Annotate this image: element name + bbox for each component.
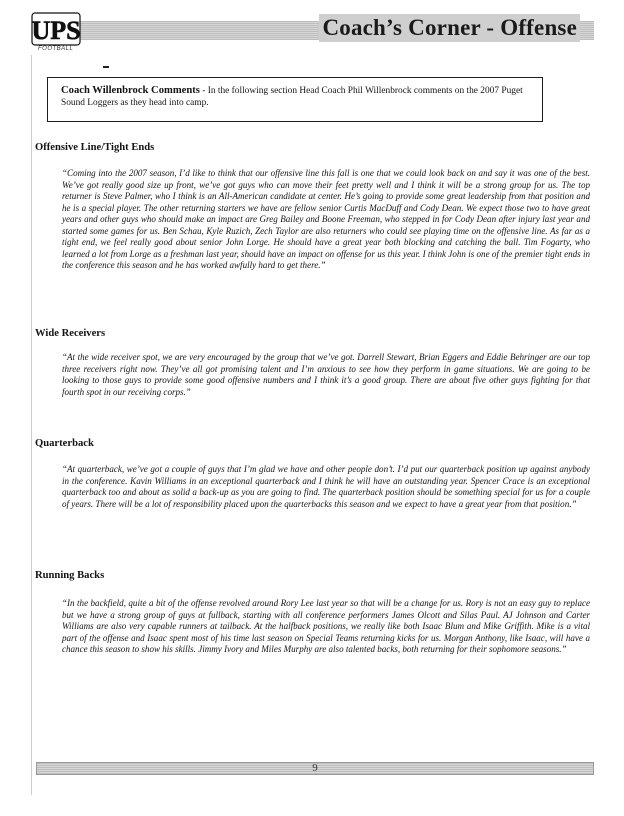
logo-subtitle: FOOTBALL bbox=[38, 46, 74, 52]
intro-heading: Coach Willenbrock Comments bbox=[61, 85, 200, 96]
section-quote-running-backs: “In the backfield, quite a bit of the offense revolved around Rory Lee last year so that will be a change for us. Rory is not an easy guy to replace but we have a strong group of guys at fullback, starting with all conference performers James Olcott and Silas Paul. AJ Johnson and Carter Williams are also very capable runners at tailback. At the halfback positions, we really like both Isaac Blum and Mike Griffith. Mike is a vital part of the offense and Isaac spent most of his time last season on Special Teams returning kicks for us. Morgan Anthony, like Isaac, will have a chance this season to show his skills. Jimmy Ivory and Miles Murphy are also talented backs, both returning for their sophomore seasons.” bbox=[62, 598, 590, 654]
page-title: Coach’s Corner - Offense bbox=[319, 14, 580, 42]
section-heading-running-backs: Running Backs bbox=[35, 570, 105, 581]
section-heading-offensive-line: Offensive Line/Tight Ends bbox=[35, 142, 155, 153]
section-quote-wide-receivers: “At the wide receiver spot, we are very encouraged by the group that we’ve got. Darrell Stewart, Brian Eggers and Eddie Behringer are our top three receivers right now. They’ve all got promising talent and I’m anxious to see how they perform in game situations. We are going to be looking to those guys to provide some good offensive numbers and I think it’s a good group. There are about five other guys fighting for that fourth spot in our receiving corps.” bbox=[62, 352, 590, 397]
logo-text: UPS bbox=[31, 16, 81, 45]
dash-mark bbox=[103, 66, 109, 68]
section-heading-wide-receivers: Wide Receivers bbox=[35, 328, 106, 339]
section-heading-quarterback: Quarterback bbox=[35, 438, 94, 449]
left-margin-rule bbox=[31, 55, 32, 795]
section-quote-offensive-line: “Coming into the 2007 season, I’d like to think that our offensive line this fall is one that we could look back on and say it was one of the best. We’ve got really good size up front, we’ve got guys who can move their feet pretty well and I think it will be a strong group for us. The top returner is Steve Palmer, who I think is an All-American candidate at center. He’s going to provide some great leadership from that position and he is a special player. The other returning starters we have are fellow senior Curtis MacDuff and Cody Dean. We expect those two to have great years and other guys who should make an impact are Greg Bailey and Boone Freeman, who stepped in for Cody Dean after injury last year and started some games for us. Ben Schau, Kyle Ruzich, Zech Taylor are also returners who could see playing time on the offensive line. As far as a tight end, we feel really good about senior John Lorge. He should have a great year both blocking and catching the ball. Tim Fogarty, who learned a lot from Lorge as a freshman last year, should have an impact on offense for us this year. I think John is one of the premier tight ends in the conference this season and he has worked awfully hard to get there.” bbox=[62, 168, 590, 270]
footer-bar bbox=[36, 762, 594, 775]
intro-text: - In the following section Head Coach Phil Willenbrock comments on the 2007 Puget Sound Loggers as they head into camp. bbox=[61, 86, 523, 108]
section-quote-quarterback: “At quarterback, we’ve got a couple of guys that I’m glad we have and other people don’t. I’d put our quarterback position up against anybody in the conference. Kavin Williams in an exceptional quarterback and I think he will have an outstanding year. Spencer Crace is an exceptional quarterback too and about as solid a back-up as you are going to find. The quarterback position should be something special for us for a couple of years. There will be a lot of responsibility placed upon the quarterbacks this season and we expect to have a great year from that position.” bbox=[62, 464, 590, 509]
page-number: 9 bbox=[312, 762, 318, 774]
intro-box bbox=[47, 77, 543, 122]
